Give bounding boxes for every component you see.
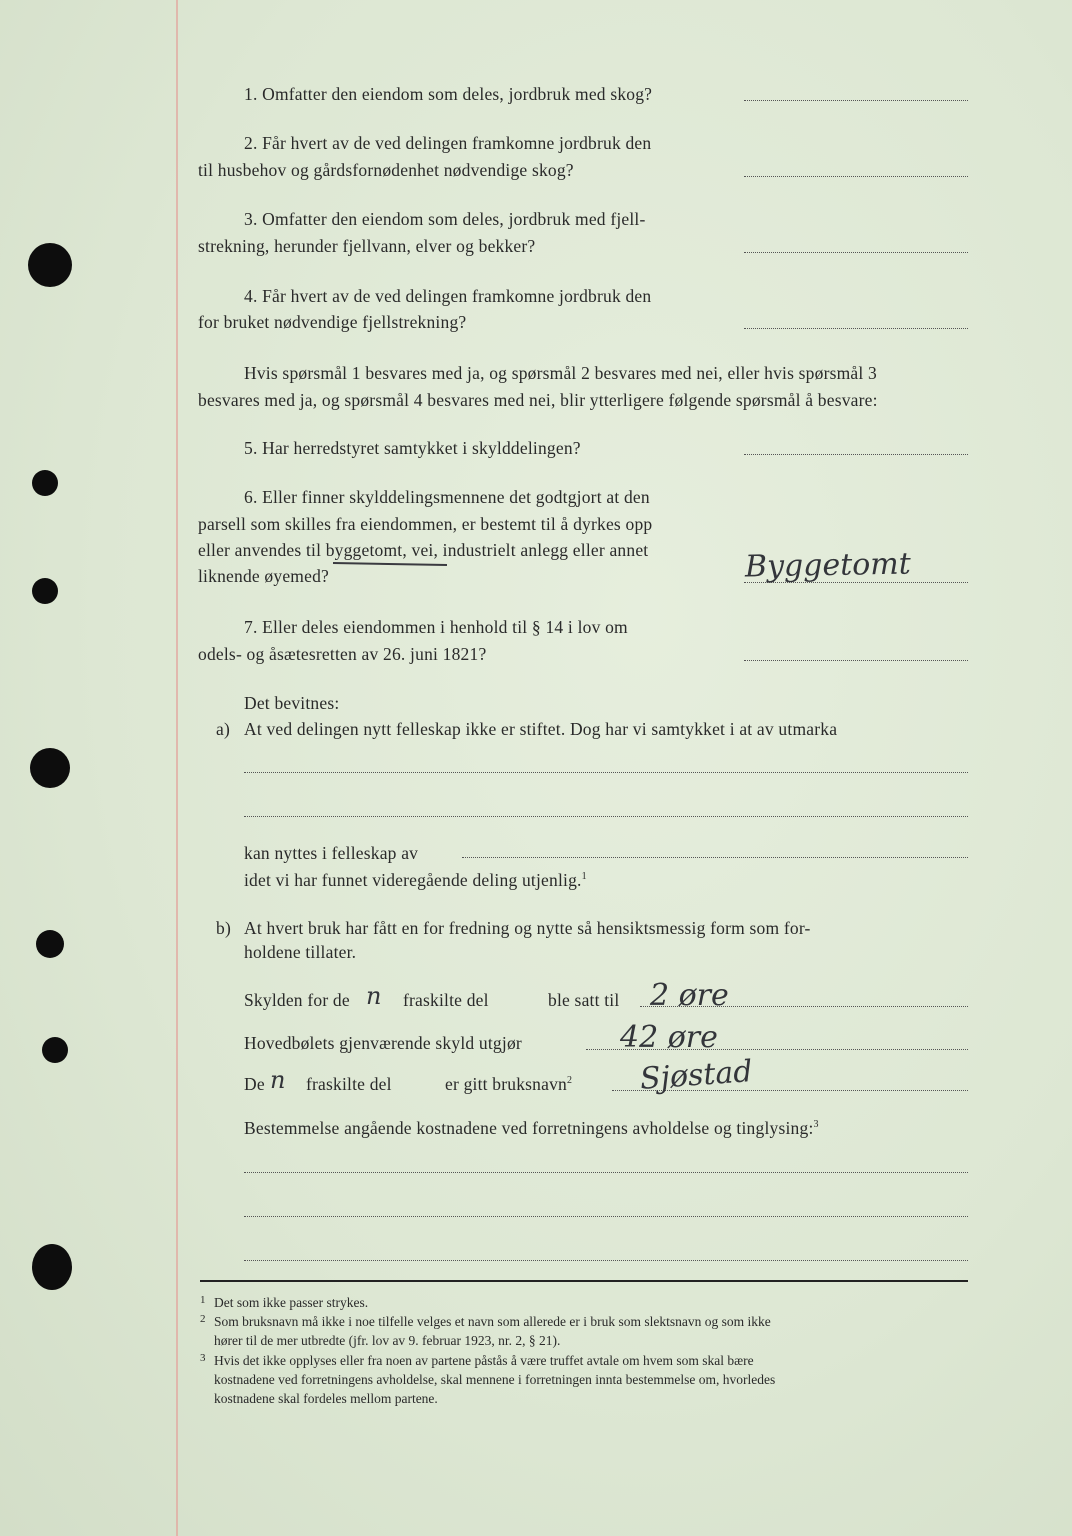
answer-line-a-shared[interactable] [462, 857, 968, 858]
answer-line-q1[interactable] [744, 100, 968, 101]
answer-line-q4[interactable] [744, 328, 968, 329]
skyld-label-3: ble satt til [548, 990, 620, 1010]
answer-line-kost-2[interactable] [244, 1216, 968, 1217]
handwritten-n-2: n [270, 1066, 286, 1094]
footnote-ref-1: 1 [581, 871, 587, 883]
footnote-ref-2: 2 [567, 1075, 573, 1087]
navn-label-1: De [244, 1074, 265, 1094]
question-3-line-1: 3. Omfatter den eiendom som deles, jordbruk med fjell- [244, 209, 646, 229]
skyld-label-1: Skylden for de [244, 990, 350, 1010]
binder-hole [30, 748, 70, 788]
certify-a-text: At ved delingen nytt felleskap ikke er stiftet. Dog har vi samtykket i at av utmarka [244, 719, 838, 739]
binder-hole [32, 578, 58, 604]
footnote-3-num: 3 [200, 1352, 206, 1364]
handwritten-navn-value: Sjøstad [638, 1054, 754, 1097]
question-4-line-1: 4. Får hvert av de ved delingen framkomne jordbruk den [244, 286, 652, 306]
answer-line-a-2[interactable] [244, 816, 968, 817]
question-7-line-2: odels- og åsætesretten av 26. juni 1821? [198, 644, 487, 664]
certify-heading: Det bevitnes: [244, 693, 340, 713]
handwritten-answer-q6: Byggetomt [744, 546, 912, 585]
footnote-3-line-3: kostnadene skal fordeles mellom partene. [214, 1391, 438, 1406]
footnote-2-num: 2 [200, 1313, 206, 1325]
footnote-3-line-2: kostnadene ved forretningens avholdelse, skal mennene i forretningen innta bestemmelse om, hvorledes [214, 1372, 776, 1387]
answer-line-q2[interactable] [744, 176, 968, 177]
question-1: 1. Omfatter den eiendom som deles, jordbruk med skog? [244, 84, 653, 104]
binder-hole [32, 1244, 72, 1290]
question-3-line-2: strekning, herunder fjellvann, elver og bekker? [198, 236, 536, 256]
handwritten-n-1: n [366, 982, 382, 1010]
footnote-2-line-1: Som bruksnavn må ikke i noe tilfelle velges et navn som allerede er i bruk som slektsnavn og som ikke [214, 1314, 771, 1329]
binder-hole [32, 470, 58, 496]
margin-line [176, 0, 178, 1536]
footnote-1-num: 1 [200, 1294, 206, 1306]
question-5: 5. Har herredstyret samtykket i skylddelingen? [244, 438, 581, 458]
question-2-line-1: 2. Får hvert av de ved delingen framkomne jordbruk den [244, 133, 652, 153]
question-4-line-2: for bruket nødvendige fjellstrekning? [198, 312, 467, 332]
handwritten-underline [333, 562, 447, 566]
answer-line-q5[interactable] [744, 454, 968, 455]
binder-hole [36, 930, 64, 958]
answer-line-kost-1[interactable] [244, 1172, 968, 1173]
navn-label-3-text: er gitt bruksnavn [445, 1074, 567, 1094]
question-2-line-2: til husbehov og gårdsfornødenhet nødvendige skog? [198, 160, 574, 180]
condition-line-1: Hvis spørsmål 1 besvares med ja, og spørsmål 2 besvares med nei, eller hvis spørsmål 3 [244, 363, 877, 383]
certify-b-label: b) [216, 918, 231, 938]
question-6-line-3: eller anvendes til byggetomt, vei, industrielt anlegg eller annet [198, 540, 649, 560]
footnote-ref-3: 3 [813, 1119, 819, 1131]
answer-line-a-1[interactable] [244, 772, 968, 773]
kost-label [244, 1118, 819, 1139]
question-6-line-1: 6. Eller finner skylddelingsmennene det godtgjort at den [244, 487, 650, 507]
question-6-line-2: parsell som skilles fra eiendommen, er bestemt til å dyrkes opp [198, 514, 653, 534]
footnote-2-line-2: hører til de mer utbredte (jfr. lov av 9. februar 1923, nr. 2, § 21). [214, 1333, 561, 1348]
hoved-label: Hovedbølets gjenværende skyld utgjør [244, 1033, 522, 1053]
certify-a-shared: kan nyttes i felleskap av [244, 843, 419, 863]
answer-line-q3[interactable] [744, 252, 968, 253]
question-6-line-4: liknende øyemed? [198, 566, 329, 586]
footnote-1: Det som ikke passer strykes. [214, 1295, 369, 1310]
handwritten-hoved-value: 42 øre [620, 1020, 718, 1055]
navn-label-2: fraskilte del [306, 1074, 392, 1094]
footnote-3-line-1: Hvis det ikke opplyses eller fra noen av partene påstås å være truffet avtale om hvem som skal bære [214, 1353, 754, 1368]
skyld-label-2: fraskilte del [403, 990, 489, 1010]
certify-a-label: a) [216, 719, 230, 739]
navn-label-3 [445, 1074, 572, 1095]
certify-a-reason-text: idet vi har funnet videregående deling utjenlig. [244, 870, 582, 890]
condition-line-2: besvares med ja, og spørsmål 4 besvares med nei, blir ytterligere følgende spørsmål å besvare: [198, 390, 878, 410]
question-7-line-1: 7. Eller deles eiendommen i henhold til § 14 i lov om [244, 617, 628, 637]
certify-a-reason [244, 870, 587, 891]
binder-hole [42, 1037, 68, 1063]
answer-line-q7[interactable] [744, 660, 968, 661]
handwritten-skyld-value: 2 øre [650, 978, 729, 1013]
certify-b-text-line-1: At hvert bruk har fått en for fredning og nytte så hensiktsmessig form som for- [244, 918, 811, 938]
certify-b-text-line-2: holdene tillater. [244, 942, 357, 962]
binder-hole [28, 243, 72, 287]
footnote-rule [200, 1280, 968, 1282]
kost-label-text: Bestemmelse angående kostnadene ved forretningens avholdelse og tinglysing: [244, 1118, 814, 1138]
answer-line-kost-3[interactable] [244, 1260, 968, 1261]
